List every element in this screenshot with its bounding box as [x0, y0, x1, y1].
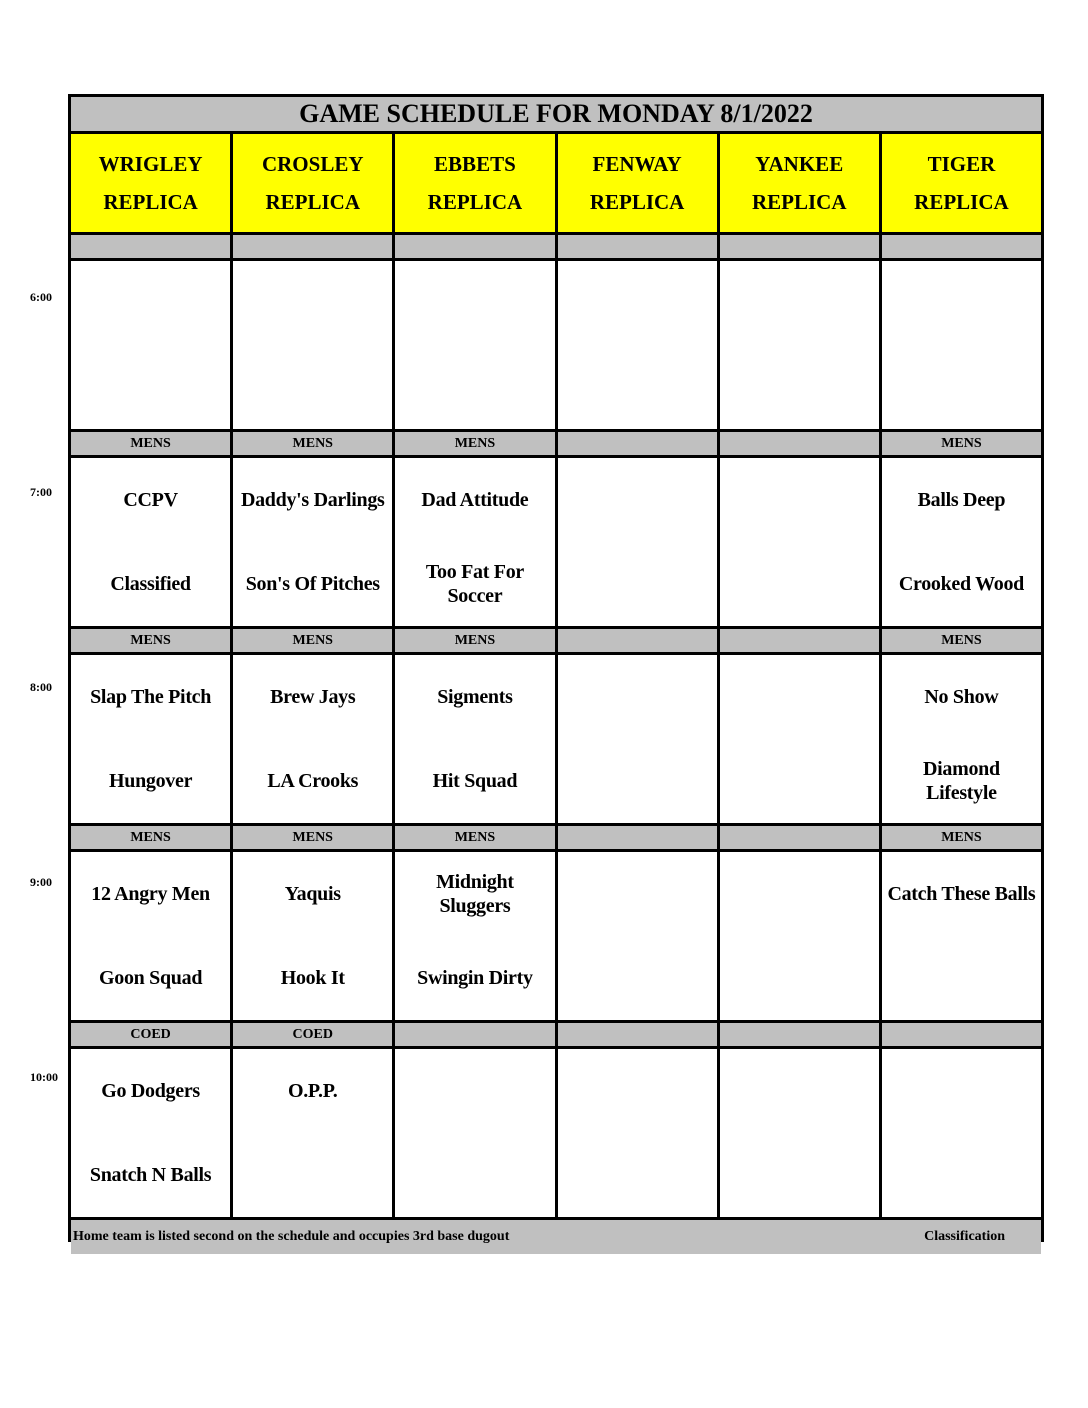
away-team — [147, 261, 155, 345]
game-cell — [395, 852, 554, 1020]
division-label: COED — [71, 1023, 230, 1046]
footer-note: Home team is listed second on the schedule and occupies 3rd base dugout — [73, 1229, 510, 1244]
division-label: COED — [233, 1023, 392, 1046]
away-team — [633, 655, 641, 739]
division-label — [558, 235, 717, 258]
game-cell — [558, 261, 717, 429]
division-label — [882, 235, 1041, 258]
away-team: Brew Jays — [270, 686, 356, 708]
away-team — [633, 852, 641, 936]
field-name: CROSLEY — [261, 152, 364, 176]
away-team — [309, 261, 317, 345]
game-cell — [71, 655, 230, 823]
field-header-wrigley — [71, 134, 230, 232]
division-label — [558, 1023, 717, 1046]
field-subtitle: REPLICA — [427, 190, 523, 214]
game-cell — [882, 261, 1041, 429]
game-cell — [395, 261, 554, 429]
schedule-title: GAME SCHEDULE FOR MONDAY 8/1/2022 — [71, 97, 1041, 131]
schedule-footer — [71, 1220, 1041, 1254]
home-team: Hit Squad — [432, 770, 518, 792]
division-label: MENS — [71, 629, 230, 652]
away-team: Go Dodgers — [101, 1080, 200, 1102]
away-team: Yaquis — [284, 883, 341, 905]
field-header-tiger — [882, 134, 1041, 232]
home-team: LA Crooks — [267, 770, 359, 792]
home-team: Diamond Lifestyle — [923, 758, 1000, 804]
home-team: Crooked Wood — [898, 573, 1024, 595]
home-team — [633, 542, 641, 626]
field-name: EBBETS — [434, 152, 516, 176]
division-label: MENS — [882, 826, 1041, 849]
game-cell — [720, 655, 879, 823]
home-team — [795, 542, 803, 626]
division-label — [233, 235, 392, 258]
home-team — [633, 345, 641, 429]
division-label — [558, 432, 717, 455]
away-team — [633, 261, 641, 345]
away-team — [957, 1049, 965, 1133]
away-team — [795, 655, 803, 739]
home-team — [957, 936, 965, 1020]
game-cell — [882, 655, 1041, 823]
division-label: MENS — [71, 826, 230, 849]
home-team — [147, 345, 155, 429]
away-team — [795, 261, 803, 345]
division-label — [558, 826, 717, 849]
field-name: WRIGLEY — [98, 152, 203, 176]
division-label: MENS — [395, 629, 554, 652]
away-team — [471, 1049, 479, 1133]
away-team: O.P.P. — [287, 1080, 338, 1102]
away-team — [795, 458, 803, 542]
game-cell — [233, 458, 392, 626]
away-team — [633, 1049, 641, 1133]
away-team: Dad Attitude — [421, 489, 529, 511]
division-label — [720, 826, 879, 849]
home-team — [309, 345, 317, 429]
game-cell — [882, 1049, 1041, 1217]
away-team: Daddy's Darlings — [240, 489, 385, 511]
game-cell — [233, 261, 392, 429]
game-cell — [720, 1049, 879, 1217]
game-cell — [395, 1049, 554, 1217]
home-team — [633, 739, 641, 823]
footer-legend: Classification — [924, 1229, 1005, 1244]
division-label — [720, 1023, 879, 1046]
field-header-crosley — [233, 134, 392, 232]
game-cell — [71, 458, 230, 626]
division-label — [395, 1023, 554, 1046]
home-team: Too Fat For Soccer — [425, 561, 524, 607]
game-cell — [558, 1049, 717, 1217]
division-label: MENS — [882, 629, 1041, 652]
schedule-table — [68, 94, 1044, 1242]
time-label: 7:00 — [30, 485, 52, 499]
away-team — [957, 261, 965, 345]
home-team: Classified — [110, 573, 191, 595]
away-team — [471, 261, 479, 345]
away-team: No Show — [924, 686, 999, 708]
field-name: YANKEE — [755, 152, 844, 176]
home-team — [309, 1133, 317, 1217]
division-label — [71, 235, 230, 258]
home-team — [957, 1133, 965, 1217]
home-team — [795, 1133, 803, 1217]
division-label — [558, 629, 717, 652]
game-cell — [233, 852, 392, 1020]
division-label: MENS — [233, 432, 392, 455]
home-team: Hook It — [280, 967, 345, 989]
field-subtitle: REPLICA — [265, 190, 360, 214]
division-label: MENS — [395, 432, 554, 455]
time-label: 10:00 — [30, 1070, 58, 1084]
home-team — [633, 1133, 641, 1217]
home-team: Goon Squad — [98, 967, 203, 989]
field-name: FENWAY — [592, 152, 682, 176]
away-team — [795, 852, 803, 936]
field-subtitle: REPLICA — [751, 190, 847, 214]
home-team: Son's Of Pitches — [245, 573, 380, 595]
home-team: Snatch N Balls — [89, 1164, 212, 1186]
division-label: MENS — [233, 826, 392, 849]
division-label: MENS — [395, 826, 554, 849]
game-cell — [558, 655, 717, 823]
game-cell — [71, 261, 230, 429]
away-team — [795, 1049, 803, 1133]
game-cell — [558, 852, 717, 1020]
away-team: Catch These Balls — [887, 883, 1036, 905]
field-subtitle: REPLICA — [103, 190, 198, 214]
field-name: TIGER — [927, 152, 996, 176]
game-cell — [71, 1049, 230, 1217]
game-cell — [882, 458, 1041, 626]
away-team — [633, 458, 641, 542]
field-subtitle: REPLICA — [589, 190, 685, 214]
game-cell — [720, 458, 879, 626]
home-team — [795, 345, 803, 429]
game-cell — [882, 852, 1041, 1020]
game-cell — [720, 852, 879, 1020]
time-label: 6:00 — [30, 290, 52, 304]
home-team — [795, 739, 803, 823]
away-team: Balls Deep — [917, 489, 1006, 511]
field-subtitle: REPLICA — [914, 190, 1009, 214]
game-cell — [233, 1049, 392, 1217]
home-team — [633, 936, 641, 1020]
home-team — [795, 936, 803, 1020]
away-team: CCPV — [123, 489, 178, 511]
home-team — [471, 345, 479, 429]
away-team: Sigments — [437, 686, 513, 708]
home-team — [471, 1133, 479, 1217]
home-team — [957, 345, 965, 429]
division-label: MENS — [882, 432, 1041, 455]
game-cell — [720, 261, 879, 429]
field-header-ebbets — [395, 134, 554, 232]
division-label: MENS — [71, 432, 230, 455]
division-label — [395, 235, 554, 258]
division-label — [720, 235, 879, 258]
division-label: MENS — [233, 629, 392, 652]
away-team: 12 Angry Men — [91, 883, 210, 905]
home-team: Swingin Dirty — [417, 967, 533, 989]
time-label: 8:00 — [30, 680, 52, 694]
game-cell — [395, 458, 554, 626]
division-label — [720, 629, 879, 652]
game-cell — [558, 458, 717, 626]
away-team: Midnight Sluggers — [436, 871, 514, 917]
field-header-fenway — [558, 134, 717, 232]
time-label: 9:00 — [30, 875, 52, 889]
game-cell — [233, 655, 392, 823]
division-label — [720, 432, 879, 455]
game-cell — [71, 852, 230, 1020]
game-cell — [395, 655, 554, 823]
field-header-yankee — [720, 134, 879, 232]
home-team: Hungover — [108, 770, 193, 792]
away-team: Slap The Pitch — [90, 686, 212, 708]
division-label — [882, 1023, 1041, 1046]
